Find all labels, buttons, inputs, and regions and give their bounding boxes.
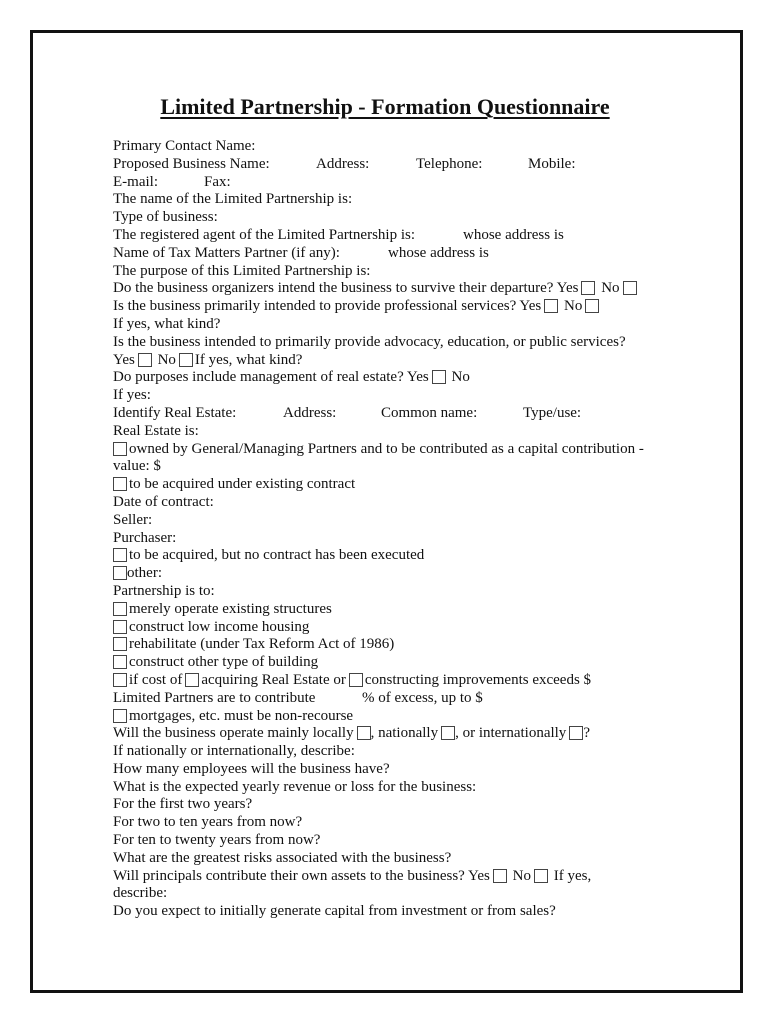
label: Partnership is to: (113, 582, 215, 599)
label-mobile: Mobile: (528, 155, 576, 172)
label-whose-address: whose address is (388, 244, 489, 261)
line-partnership-is-to (113, 583, 673, 601)
line-risks (113, 850, 673, 868)
line-owned-by (113, 441, 673, 459)
label-excess: % of excess, up to $ (362, 689, 483, 706)
line-business-name (113, 156, 673, 174)
label: Date of contract: (113, 493, 214, 510)
label: For two to ten years from now? (113, 814, 303, 831)
label-no: No (451, 369, 470, 386)
rehabilitate-checkbox[interactable] (113, 637, 127, 651)
other-checkbox[interactable] (113, 566, 127, 580)
constructing-checkbox[interactable] (349, 673, 363, 687)
label: If nationally or internationally, describe: (113, 743, 355, 760)
line-operate-existing (113, 601, 673, 619)
label: owned by General/Managing Partners and to be contributed as a capital contribution - (129, 440, 644, 457)
line-what-kind (113, 316, 673, 334)
line-registered-agent (113, 227, 673, 245)
line-purchaser (113, 530, 673, 548)
line-advocacy-answer (113, 352, 673, 370)
label-address: Address: (316, 155, 370, 172)
no-contract-checkbox[interactable] (113, 548, 127, 562)
label-nationally: , nationally (370, 725, 439, 742)
title-text: Limited Partnership - Formation Questionnaire (160, 94, 610, 119)
label: How many employees will the business have? (113, 760, 390, 777)
label-if-yes: If yes, (553, 867, 592, 884)
no-checkbox[interactable] (179, 353, 193, 367)
question: Do purposes include management of real estate? Yes (113, 369, 429, 386)
yes-checkbox[interactable] (432, 370, 446, 384)
label: other: (127, 565, 162, 582)
question: Do the business organizers intend the business to survive their departure? Yes (113, 280, 579, 297)
line-tax-matters-partner (113, 245, 673, 263)
mortgages-checkbox[interactable] (113, 709, 127, 723)
label-identify: Identify Real Estate: (113, 404, 237, 421)
label: to be acquired, but no contract has been executed (129, 547, 425, 564)
line-seller (113, 512, 673, 530)
label: For ten to twenty years from now? (113, 832, 321, 849)
label-internationally: , or internationally (455, 725, 567, 742)
label: Purchaser: (113, 529, 177, 546)
line-limited-partners (113, 690, 673, 708)
label: to be acquired under existing contract (129, 476, 356, 493)
label: The registered agent of the Limited Partnership is: (113, 226, 415, 243)
label: construct low income housing (129, 618, 310, 635)
label-no: No (512, 867, 531, 884)
label-constructing: constructing improvements exceeds $ (364, 671, 592, 688)
nationally-checkbox[interactable] (441, 726, 455, 740)
line-email (113, 174, 673, 192)
question: Will principals contribute their own assets to the business? Yes (113, 867, 490, 884)
line-ten-to-twenty (113, 832, 673, 850)
document-title (0, 94, 770, 120)
label: Primary Contact Name: (113, 138, 256, 154)
construct-other-checkbox[interactable] (113, 655, 127, 669)
line-date-of-contract (113, 494, 673, 512)
line-no-contract (113, 547, 673, 565)
yes-checkbox[interactable] (493, 869, 507, 883)
no-checkbox[interactable] (534, 869, 548, 883)
line-describe (113, 885, 673, 903)
label-type-use: Type/use: (523, 404, 582, 421)
locally-checkbox[interactable] (357, 726, 371, 740)
questionnaire-body (113, 138, 673, 921)
label: Limited Partners are to contribute (113, 689, 316, 706)
line-operate-scope (113, 725, 673, 743)
label-telephone: Telephone: (416, 155, 483, 172)
if-cost-checkbox[interactable] (113, 673, 127, 687)
label: merely operate existing structures (129, 600, 332, 617)
line-capital-source (113, 903, 673, 921)
line-other (113, 565, 673, 583)
line-real-estate-is (113, 423, 673, 441)
label: describe: (113, 885, 168, 902)
question: Is the business intended to primarily provide advocacy, education, or public services? (113, 333, 626, 350)
label-fax: Fax: (204, 173, 231, 190)
label-business-name: Proposed Business Name: (113, 155, 270, 172)
line-business-type (113, 209, 673, 227)
yes-checkbox[interactable] (581, 281, 595, 295)
label: Real Estate is: (113, 422, 199, 439)
line-construct-other (113, 654, 673, 672)
label-if-cost: if cost of (129, 671, 183, 688)
question-mark: ? (583, 725, 590, 742)
label-email: E-mail: (113, 173, 158, 190)
owned-checkbox[interactable] (113, 442, 127, 456)
line-survive-departure (113, 280, 673, 298)
label: Name of Tax Matters Partner (if any): (113, 244, 340, 261)
label-no: No (157, 351, 176, 368)
question: Is the business primarily intended to provide professional services? Yes (113, 298, 542, 315)
label: Do you expect to initially generate capital from investment or from sales? (113, 903, 556, 920)
line-employees (113, 761, 673, 779)
line-low-income (113, 619, 673, 637)
line-advocacy (113, 334, 673, 352)
line-describe-scope (113, 743, 673, 761)
label-acquiring: acquiring Real Estate or (201, 671, 346, 688)
line-identify-real-estate (113, 405, 673, 423)
label-common-name: Common name: (381, 404, 478, 421)
operate-existing-checkbox[interactable] (113, 602, 127, 616)
line-first-two-years (113, 796, 673, 814)
line-real-estate-mgmt (113, 369, 673, 387)
line-primary-contact (113, 138, 673, 156)
label-address: Address: (283, 404, 337, 421)
line-if-yes (113, 387, 673, 405)
label: rehabilitate (under Tax Reform Act of 1986) (129, 636, 395, 653)
internationally-checkbox[interactable] (569, 726, 583, 740)
line-purpose (113, 263, 673, 281)
line-existing-contract (113, 476, 673, 494)
line-value (113, 458, 673, 476)
label-no: No (601, 280, 620, 297)
label: What is the expected yearly revenue or loss for the business: (113, 778, 477, 795)
low-income-checkbox[interactable] (113, 620, 127, 634)
no-checkbox[interactable] (585, 299, 599, 313)
line-mortgages (113, 708, 673, 726)
label: construct other type of building (129, 654, 319, 671)
line-two-to-ten (113, 814, 673, 832)
label: mortgages, etc. must be non-recourse (129, 707, 354, 724)
line-rehabilitate (113, 636, 673, 654)
label: The purpose of this Limited Partnership is: (113, 262, 371, 279)
label: Type of business: (113, 209, 218, 226)
line-professional-services (113, 298, 673, 316)
label: If yes: (113, 387, 151, 404)
label-what-kind: If yes, what kind? (194, 351, 303, 368)
label: What are the greatest risks associated with the business? (113, 849, 452, 866)
question: Will the business operate mainly locally (113, 725, 354, 742)
label: For the first two years? (113, 796, 253, 813)
existing-contract-checkbox[interactable] (113, 477, 127, 491)
yes-checkbox[interactable] (138, 353, 152, 367)
label: If yes, what kind? (113, 315, 221, 332)
line-cost-exceeds (113, 672, 673, 690)
line-own-assets (113, 868, 673, 886)
yes-checkbox[interactable] (544, 299, 558, 313)
line-lp-name (113, 191, 673, 209)
label: Seller: (113, 511, 153, 528)
line-revenue (113, 779, 673, 797)
label: value: $ (113, 458, 161, 475)
acquiring-checkbox[interactable] (185, 673, 199, 687)
label-yes: Yes (113, 351, 135, 368)
no-checkbox[interactable] (623, 281, 637, 295)
label-whose-address: whose address is (463, 226, 564, 243)
label: The name of the Limited Partnership is: (113, 191, 353, 208)
label-no: No (564, 298, 583, 315)
